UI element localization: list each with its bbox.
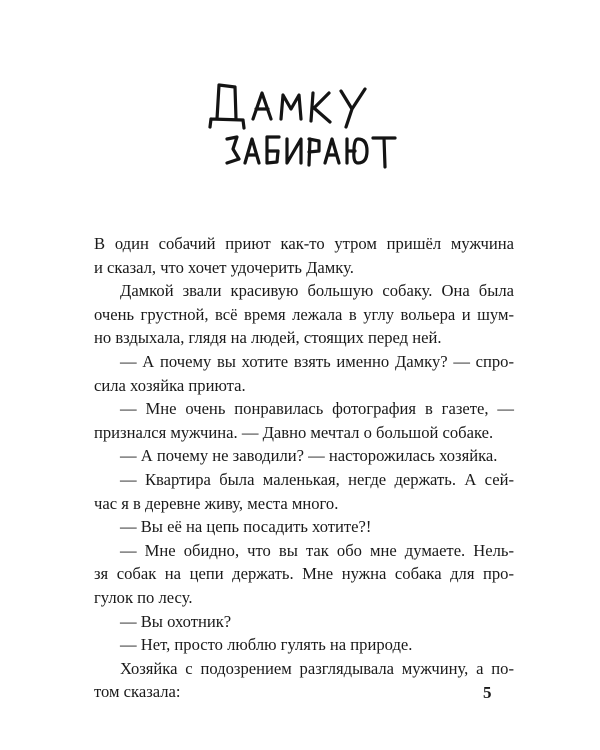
text-line: — Мне очень понравилась фотография в газете, — (120, 399, 514, 419)
text-line: но вздыхала, глядя на людей, стоящих перед ней. (94, 328, 442, 348)
text-line: — Нет, просто люблю гулять на природе. (120, 635, 413, 655)
text-line: — Вы охотник? (120, 611, 232, 631)
text-line: гулок по лесу. (94, 587, 193, 607)
text-line: зя собак на цепи держать. Мне нужна собака для про- (94, 564, 514, 584)
text-line: Дамкой звали красивую большую собаку. Она была (120, 281, 514, 301)
text-line: и сказал, что хочет удочерить Дамку. (94, 257, 354, 277)
text-line: час я в деревне живу, места много. (94, 493, 339, 513)
text-line: сила хозяйка приюта. (94, 375, 246, 395)
text-line: том сказала: (94, 682, 181, 702)
text-line: — А почему вы хотите взять именно Дамку? — спро- (120, 351, 514, 371)
text-line: В один собачий приют как-то утром пришёл мужчина (94, 234, 514, 253)
text-line: — Мне обидно, что вы так обо мне думаете. Нель- (120, 540, 514, 560)
text-line: признался мужчина. — Давно мечтал о большой собаке. (94, 422, 494, 442)
text-line: — Вы её на цепь посадить хотите?! (120, 517, 372, 537)
text-line: Хозяйка с подозрением разглядывала мужчину, а по- (120, 658, 514, 678)
text-line: очень грустной, всё время лежала в углу вольера и шум- (94, 304, 514, 324)
story-text (94, 232, 514, 704)
text-line: — А почему не заводили? — насторожилась хозяйка. (120, 446, 498, 466)
page-number: 5 (483, 683, 492, 702)
text-line: — Квартира была маленькая, негде держать. А сей- (120, 469, 514, 489)
chapter-title-lettering (205, 75, 405, 185)
chapter-title (205, 75, 405, 185)
